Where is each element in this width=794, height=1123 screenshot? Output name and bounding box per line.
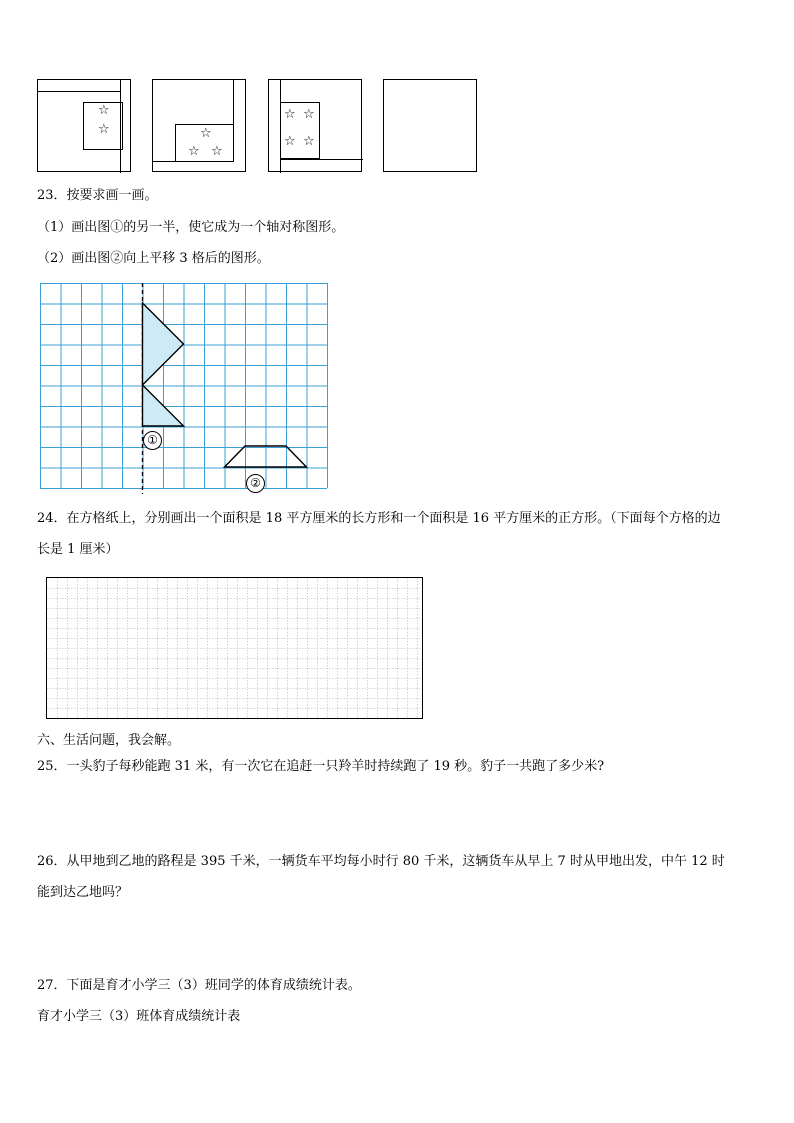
q27-table-title: 育才小学三（3）班体育成绩统计表 xyxy=(37,1009,241,1024)
pattern-line xyxy=(38,91,120,92)
section-6-heading: 六、生活问题，我会解。 xyxy=(37,733,181,748)
q23-sub2: （2）画出图②向上平移 3 格后的图形。 xyxy=(37,251,270,266)
star-icon: ☆ xyxy=(211,144,223,159)
q26-answer-area[interactable] xyxy=(37,905,757,970)
figure-1-label: ① xyxy=(143,431,162,450)
q23-sub1: （1）画出图①的另一半，使它成为一个轴对称图形。 xyxy=(37,220,345,235)
q24-line1: 24．在方格纸上，分别画出一个面积是 18 平方厘米的长方形和一个面积是 16 平方厘米的正方形。（下面每个方格的边 xyxy=(37,511,721,526)
pattern-box-1 xyxy=(37,79,131,172)
pattern-answer-box[interactable] xyxy=(383,79,477,172)
q24-grid-svg xyxy=(47,578,422,718)
q23-grid-figure[interactable] xyxy=(40,283,330,495)
star-icon: ☆ xyxy=(98,122,110,137)
pattern-box-2 xyxy=(152,79,246,172)
pattern-line xyxy=(280,159,363,160)
star-icon: ☆ xyxy=(188,144,200,159)
q23-grid-svg xyxy=(40,283,330,495)
q24-dot-grid-paper[interactable] xyxy=(46,577,423,719)
pattern-box-3 xyxy=(268,79,362,172)
star-icon: ☆ xyxy=(284,107,296,122)
q25-text: 25．一头豹子每秒能跑 31 米，有一次它在追赶一只羚羊时持续跑了 19 秒。豹子一共跑了多少米? xyxy=(37,759,605,774)
figure-2-label: ② xyxy=(246,474,265,493)
q27-line1: 27．下面是育才小学三（3）班同学的体育成绩统计表。 xyxy=(37,978,361,993)
q23-title: 23．按要求画一画。 xyxy=(37,188,158,203)
star-icon: ☆ xyxy=(284,134,296,149)
star-icon: ☆ xyxy=(98,103,110,118)
q25-answer-area[interactable] xyxy=(37,780,757,840)
q26-line1: 26．从甲地到乙地的路程是 395 千米，一辆货车平均每小时行 80 千米，这辆货车从早上 7 时从甲地出发，中午 12 时 xyxy=(37,854,725,869)
q26-line2: 能到达乙地吗？ xyxy=(37,885,129,900)
q24-line2: 长是 1 厘米） xyxy=(37,542,119,557)
star-icon: ☆ xyxy=(200,126,212,141)
star-icon: ☆ xyxy=(303,107,315,122)
star-icon: ☆ xyxy=(303,134,315,149)
